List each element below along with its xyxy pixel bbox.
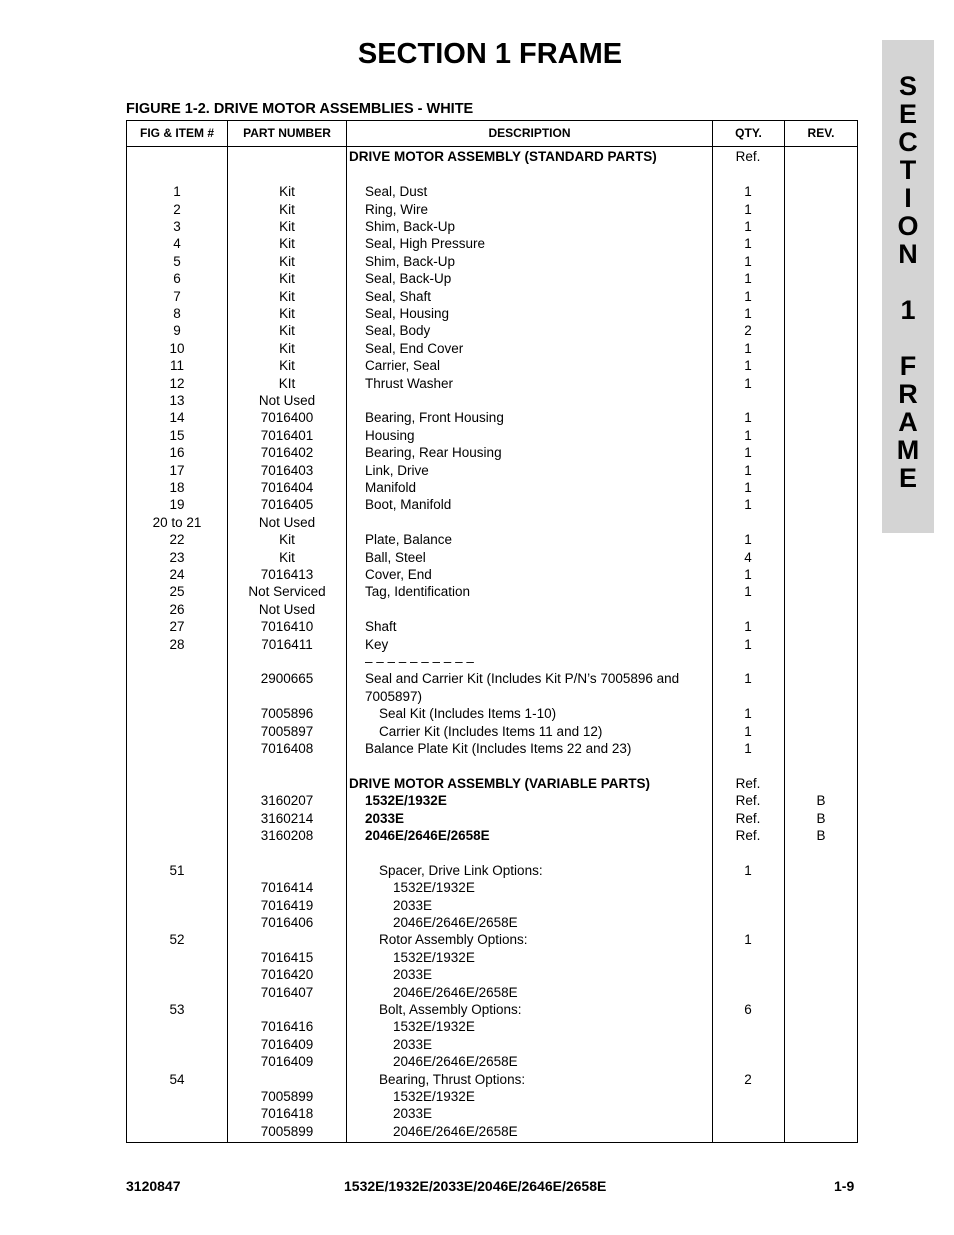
fig-item-cell: 15	[169, 427, 185, 443]
part-number-cell: 3160214	[260, 810, 314, 826]
qty-cell: 1	[744, 305, 752, 321]
table-row	[127, 775, 857, 792]
footer-page-number: 1-9	[834, 1178, 855, 1194]
table-row	[127, 827, 857, 844]
qty-cell: 6	[744, 1001, 752, 1017]
description-cell: Bearing, Front Housing	[365, 410, 504, 426]
description-cell: Balance Plate Kit (Includes Items 22 and 23)	[365, 740, 632, 756]
part-number-cell: 7016401	[260, 427, 314, 443]
qty-cell: 2	[744, 323, 752, 339]
table-row	[127, 1001, 857, 1018]
part-number-cell: 7016402	[260, 445, 314, 461]
description-cell: 1532E/1932E	[393, 949, 475, 965]
qty-cell: 4	[744, 549, 752, 565]
fig-item-cell: 18	[169, 479, 185, 495]
description-cell: Seal, End Cover	[365, 340, 464, 356]
qty-cell: 1	[744, 619, 752, 635]
table-row	[127, 253, 857, 270]
part-number-cell: 3160207	[260, 793, 314, 809]
side-tab-letter: S	[898, 71, 917, 101]
table-row	[127, 1105, 857, 1122]
qty-cell: 2	[744, 1071, 752, 1087]
fig-item-cell: 20 to 21	[152, 514, 202, 530]
fig-item-cell: 13	[169, 392, 185, 408]
figure-title: FIGURE 1-2. DRIVE MOTOR ASSEMBLIES - WHITE	[126, 101, 474, 117]
table-row	[127, 166, 857, 183]
description-cell: 2046E/2646E/2658E	[365, 827, 490, 843]
fig-item-cell: 5	[173, 253, 181, 269]
header-fig-item: FIG & ITEM #	[139, 126, 214, 140]
side-tab-letter	[882, 324, 934, 352]
table-row	[127, 723, 857, 740]
footer-models: 1532E/1932E/2033E/2046E/2646E/2658E	[344, 1178, 607, 1194]
fig-item-cell: 22	[169, 532, 185, 548]
part-number-cell: Kit	[279, 340, 295, 356]
description-cell: Seal and Carrier Kit (Includes Kit P/N’s 7005896 and	[365, 671, 680, 687]
description-cell: Rotor Assembly Options:	[379, 932, 528, 948]
qty-cell: 1	[744, 271, 752, 287]
qty-cell: 1	[744, 532, 752, 548]
fig-item-cell: 51	[169, 862, 185, 878]
qty-cell: 1	[744, 358, 752, 374]
qty-cell: 1	[744, 671, 752, 687]
table-row	[127, 462, 857, 479]
table-row	[127, 270, 857, 287]
header-description: DESCRIPTION	[488, 126, 571, 140]
rev-cell: B	[816, 827, 826, 843]
part-number-cell: 3160208	[260, 827, 314, 843]
side-tab-letter: M	[896, 435, 920, 465]
part-number-cell: 7016408	[260, 740, 314, 756]
qty-cell: 1	[744, 862, 752, 878]
part-number-cell: Kit	[279, 271, 295, 287]
part-number-cell: 7016406	[260, 914, 314, 930]
rev-cell: B	[816, 810, 826, 826]
description-cell: Manifold	[365, 479, 417, 495]
description-cell: 2046E/2646E/2658E	[393, 914, 518, 930]
part-number-cell: 7016409	[260, 1036, 314, 1052]
side-tab-letter	[882, 268, 934, 296]
side-tab-letter: F	[899, 351, 917, 381]
part-number-cell: 7016411	[261, 636, 313, 652]
table-row	[127, 322, 857, 339]
part-number-cell: 7016414	[260, 880, 314, 896]
table-row	[127, 810, 857, 827]
description-cell: 2033E	[393, 897, 433, 913]
part-number-cell: 7016418	[260, 1106, 314, 1122]
part-number-cell: 2900665	[260, 671, 314, 687]
description-cell: Tag, Identification	[365, 584, 471, 600]
description-cell: 1532E/1932E	[365, 793, 447, 809]
part-number-cell: 7016419	[260, 897, 314, 913]
part-number-cell: 7016405	[260, 497, 314, 513]
qty-cell: 1	[744, 462, 752, 478]
fig-item-cell: 28	[169, 636, 185, 652]
part-number-cell: Kit	[279, 253, 295, 269]
table-row	[127, 514, 857, 531]
description-cell: Shim, Back-Up	[365, 218, 456, 234]
table-row	[127, 427, 857, 444]
part-number-cell: Kit	[279, 218, 295, 234]
part-number-cell: Not Used	[258, 392, 316, 408]
description-cell: Bolt, Assembly Options:	[379, 1001, 522, 1017]
header-part-number: PART NUMBER	[243, 126, 331, 140]
table-row	[127, 288, 857, 305]
side-tab-letter: E	[898, 463, 917, 493]
part-number-cell: 7005899	[260, 1088, 314, 1104]
part-number-cell: 7016413	[260, 566, 314, 582]
description-cell: 2033E	[393, 967, 433, 983]
fig-item-cell: 9	[173, 323, 181, 339]
qty-cell: 1	[744, 723, 752, 739]
part-number-cell: 7005899	[260, 1123, 314, 1139]
qty-cell: 1	[744, 497, 752, 513]
table-row	[127, 375, 857, 392]
table-row	[127, 792, 857, 809]
qty-cell: 1	[744, 584, 752, 600]
footer-doc-number: 3120847	[126, 1178, 181, 1194]
part-number-cell: Kit	[279, 305, 295, 321]
fig-item-cell: 24	[169, 566, 185, 582]
description-cell: – – – – – – – – – –	[365, 653, 474, 669]
fig-item-cell: 10	[169, 340, 185, 356]
side-tab-letter: 1	[900, 295, 916, 325]
fig-item-cell: 27	[169, 619, 185, 635]
part-number-cell: KIt	[278, 375, 296, 391]
fig-item-cell: 25	[169, 584, 185, 600]
fig-item-cell: 12	[169, 375, 185, 391]
parts-table	[126, 120, 858, 1143]
table-row	[127, 688, 857, 705]
header-qty: QTY.	[735, 126, 762, 140]
description-cell: Plate, Balance	[365, 532, 453, 548]
qty-cell: Ref.	[735, 775, 761, 791]
description-cell: Shaft	[365, 619, 397, 635]
description-cell: Ring, Wire	[365, 201, 429, 217]
table-row	[127, 409, 857, 426]
description-cell: 2033E	[393, 1036, 433, 1052]
description-cell: Seal, High Pressure	[365, 236, 486, 252]
description-cell: Bearing, Thrust Options:	[379, 1071, 526, 1087]
table-row	[127, 740, 857, 757]
table-row	[127, 235, 857, 252]
side-tab-letter: I	[904, 183, 912, 213]
description-cell: Housing	[365, 427, 415, 443]
qty-cell: 1	[744, 706, 752, 722]
table-row	[127, 583, 857, 600]
part-number-cell: Kit	[279, 201, 295, 217]
table-row	[127, 757, 857, 774]
table-row	[127, 305, 857, 322]
description-cell: Seal Kit (Includes Items 1-10)	[379, 706, 557, 722]
description-cell: Boot, Manifold	[365, 497, 452, 513]
table-row	[127, 862, 857, 879]
description-cell: Thrust Washer	[365, 375, 454, 391]
table-row	[127, 218, 857, 235]
description-cell: 2046E/2646E/2658E	[393, 984, 518, 1000]
section-side-tab	[882, 40, 934, 533]
description-cell: Shim, Back-Up	[365, 253, 456, 269]
part-number-cell: 7016400	[260, 410, 314, 426]
part-number-cell: Kit	[279, 549, 295, 565]
part-number-cell: Not Used	[258, 601, 316, 617]
description-cell: 7005897)	[365, 688, 423, 704]
table-row	[127, 201, 857, 218]
table-row	[127, 1088, 857, 1105]
table-row	[127, 549, 857, 566]
part-number-cell: 7016409	[260, 1054, 314, 1070]
qty-cell: 1	[744, 932, 752, 948]
description-cell: 1532E/1932E	[393, 880, 475, 896]
table-row	[127, 636, 857, 653]
table-row	[127, 357, 857, 374]
table-row	[127, 479, 857, 496]
fig-item-cell: 6	[173, 271, 181, 287]
side-tab-letter: N	[898, 239, 918, 269]
description-cell: Link, Drive	[365, 462, 429, 478]
table-row	[127, 601, 857, 618]
qty-cell: Ref.	[735, 827, 761, 843]
fig-item-cell: 3	[173, 218, 181, 234]
part-number-cell: Not Serviced	[248, 584, 326, 600]
page-title: SECTION 1 FRAME	[357, 38, 623, 70]
fig-item-cell: 26	[169, 601, 185, 617]
qty-cell: 1	[744, 636, 752, 652]
qty-cell: 1	[744, 740, 752, 756]
part-number-cell: 7016407	[260, 984, 314, 1000]
rev-cell: B	[816, 793, 826, 809]
qty-cell: 1	[744, 566, 752, 582]
qty-cell: 1	[744, 201, 752, 217]
table-row	[127, 966, 857, 983]
description-cell: Seal, Dust	[365, 184, 428, 200]
fig-item-cell: 14	[169, 410, 185, 426]
qty-cell: 1	[744, 253, 752, 269]
qty-cell: Ref.	[735, 149, 761, 165]
table-row	[127, 1071, 857, 1088]
table-row	[127, 1036, 857, 1053]
table-row	[127, 949, 857, 966]
fig-item-cell: 11	[169, 358, 184, 374]
table-row	[127, 879, 857, 896]
fig-item-cell: 23	[169, 549, 185, 565]
description-cell: 2033E	[393, 1106, 433, 1122]
fig-item-cell: 16	[169, 445, 185, 461]
description-cell: Cover, End	[365, 566, 432, 582]
description-cell: 2033E	[365, 810, 405, 826]
qty-cell: Ref.	[735, 810, 761, 826]
side-tab-letter: E	[898, 99, 917, 129]
fig-item-cell: 8	[173, 305, 181, 321]
description-cell: Seal, Shaft	[365, 288, 432, 304]
part-number-cell: Not Used	[258, 514, 316, 530]
description-cell: Spacer, Drive Link Options:	[379, 862, 543, 878]
table-row	[127, 183, 857, 200]
part-number-cell: Kit	[279, 358, 295, 374]
side-tab-letter: C	[898, 127, 918, 157]
table-row	[127, 844, 857, 861]
part-number-cell: Kit	[279, 532, 295, 548]
part-number-cell: 7016415	[260, 949, 314, 965]
table-row	[127, 566, 857, 583]
fig-item-cell: 17	[169, 462, 185, 478]
table-row	[127, 670, 857, 687]
description-cell: 1532E/1932E	[393, 1088, 475, 1104]
table-row	[127, 392, 857, 409]
table-row	[127, 444, 857, 461]
qty-cell: 1	[744, 218, 752, 234]
fig-item-cell: 52	[169, 932, 185, 948]
description-cell: 1532E/1932E	[393, 1019, 475, 1035]
qty-cell: 1	[744, 375, 752, 391]
fig-item-cell: 1	[173, 184, 181, 200]
qty-cell: 1	[744, 236, 752, 252]
qty-cell: 1	[744, 479, 752, 495]
fig-item-cell: 54	[169, 1071, 185, 1087]
table-row	[127, 531, 857, 548]
qty-cell: 1	[744, 427, 752, 443]
part-number-cell: Kit	[279, 236, 295, 252]
qty-cell: Ref.	[735, 793, 761, 809]
part-number-cell: 7016404	[260, 479, 314, 495]
table-row	[127, 340, 857, 357]
table-row	[127, 931, 857, 948]
table-row	[127, 1018, 857, 1035]
fig-item-cell: 7	[173, 288, 181, 304]
part-number-cell: 7016410	[260, 619, 314, 635]
fig-item-cell: 4	[173, 236, 181, 252]
part-number-cell: Kit	[279, 288, 295, 304]
part-number-cell: Kit	[279, 323, 295, 339]
side-tab-letter: R	[898, 379, 918, 409]
qty-cell: 1	[744, 288, 752, 304]
description-cell: DRIVE MOTOR ASSEMBLY (VARIABLE PARTS)	[349, 775, 651, 791]
description-cell: Carrier, Seal	[365, 358, 441, 374]
table-row	[127, 914, 857, 931]
table-row	[127, 984, 857, 1001]
table-row	[127, 1123, 857, 1140]
qty-cell: 1	[744, 445, 752, 461]
qty-cell: 1	[744, 184, 752, 200]
description-cell: Seal, Back-Up	[365, 271, 452, 287]
description-cell: DRIVE MOTOR ASSEMBLY (STANDARD PARTS)	[349, 149, 657, 165]
qty-cell: 1	[744, 340, 752, 356]
table-row	[127, 496, 857, 513]
part-number-cell: 7016416	[260, 1019, 314, 1035]
description-cell: Ball, Steel	[365, 549, 426, 565]
part-number-cell: Kit	[279, 184, 295, 200]
description-cell: Seal, Housing	[365, 305, 450, 321]
table-row	[127, 897, 857, 914]
fig-item-cell: 53	[169, 1001, 185, 1017]
description-cell: Seal, Body	[365, 323, 431, 339]
part-number-cell: 7005896	[260, 706, 314, 722]
part-number-cell: 7016420	[260, 967, 314, 983]
table-row	[127, 1053, 857, 1070]
fig-item-cell: 2	[173, 201, 181, 217]
header-divider	[127, 146, 857, 147]
side-tab-letter: T	[899, 155, 917, 185]
side-tab-letter: A	[898, 407, 918, 437]
description-cell: Key	[365, 636, 389, 652]
table-row	[127, 148, 857, 165]
description-cell: Carrier Kit (Includes Items 11 and 12)	[379, 723, 603, 739]
part-number-cell: 7005897	[260, 723, 314, 739]
table-row	[127, 705, 857, 722]
table-row	[127, 618, 857, 635]
description-cell: 2046E/2646E/2658E	[393, 1054, 518, 1070]
header-rev: REV.	[807, 126, 835, 140]
qty-cell: 1	[744, 410, 752, 426]
description-cell: Bearing, Rear Housing	[365, 445, 502, 461]
table-row	[127, 653, 857, 670]
description-cell: 2046E/2646E/2658E	[393, 1123, 518, 1139]
side-tab-letter: O	[897, 211, 919, 241]
part-number-cell: 7016403	[260, 462, 314, 478]
fig-item-cell: 19	[169, 497, 185, 513]
